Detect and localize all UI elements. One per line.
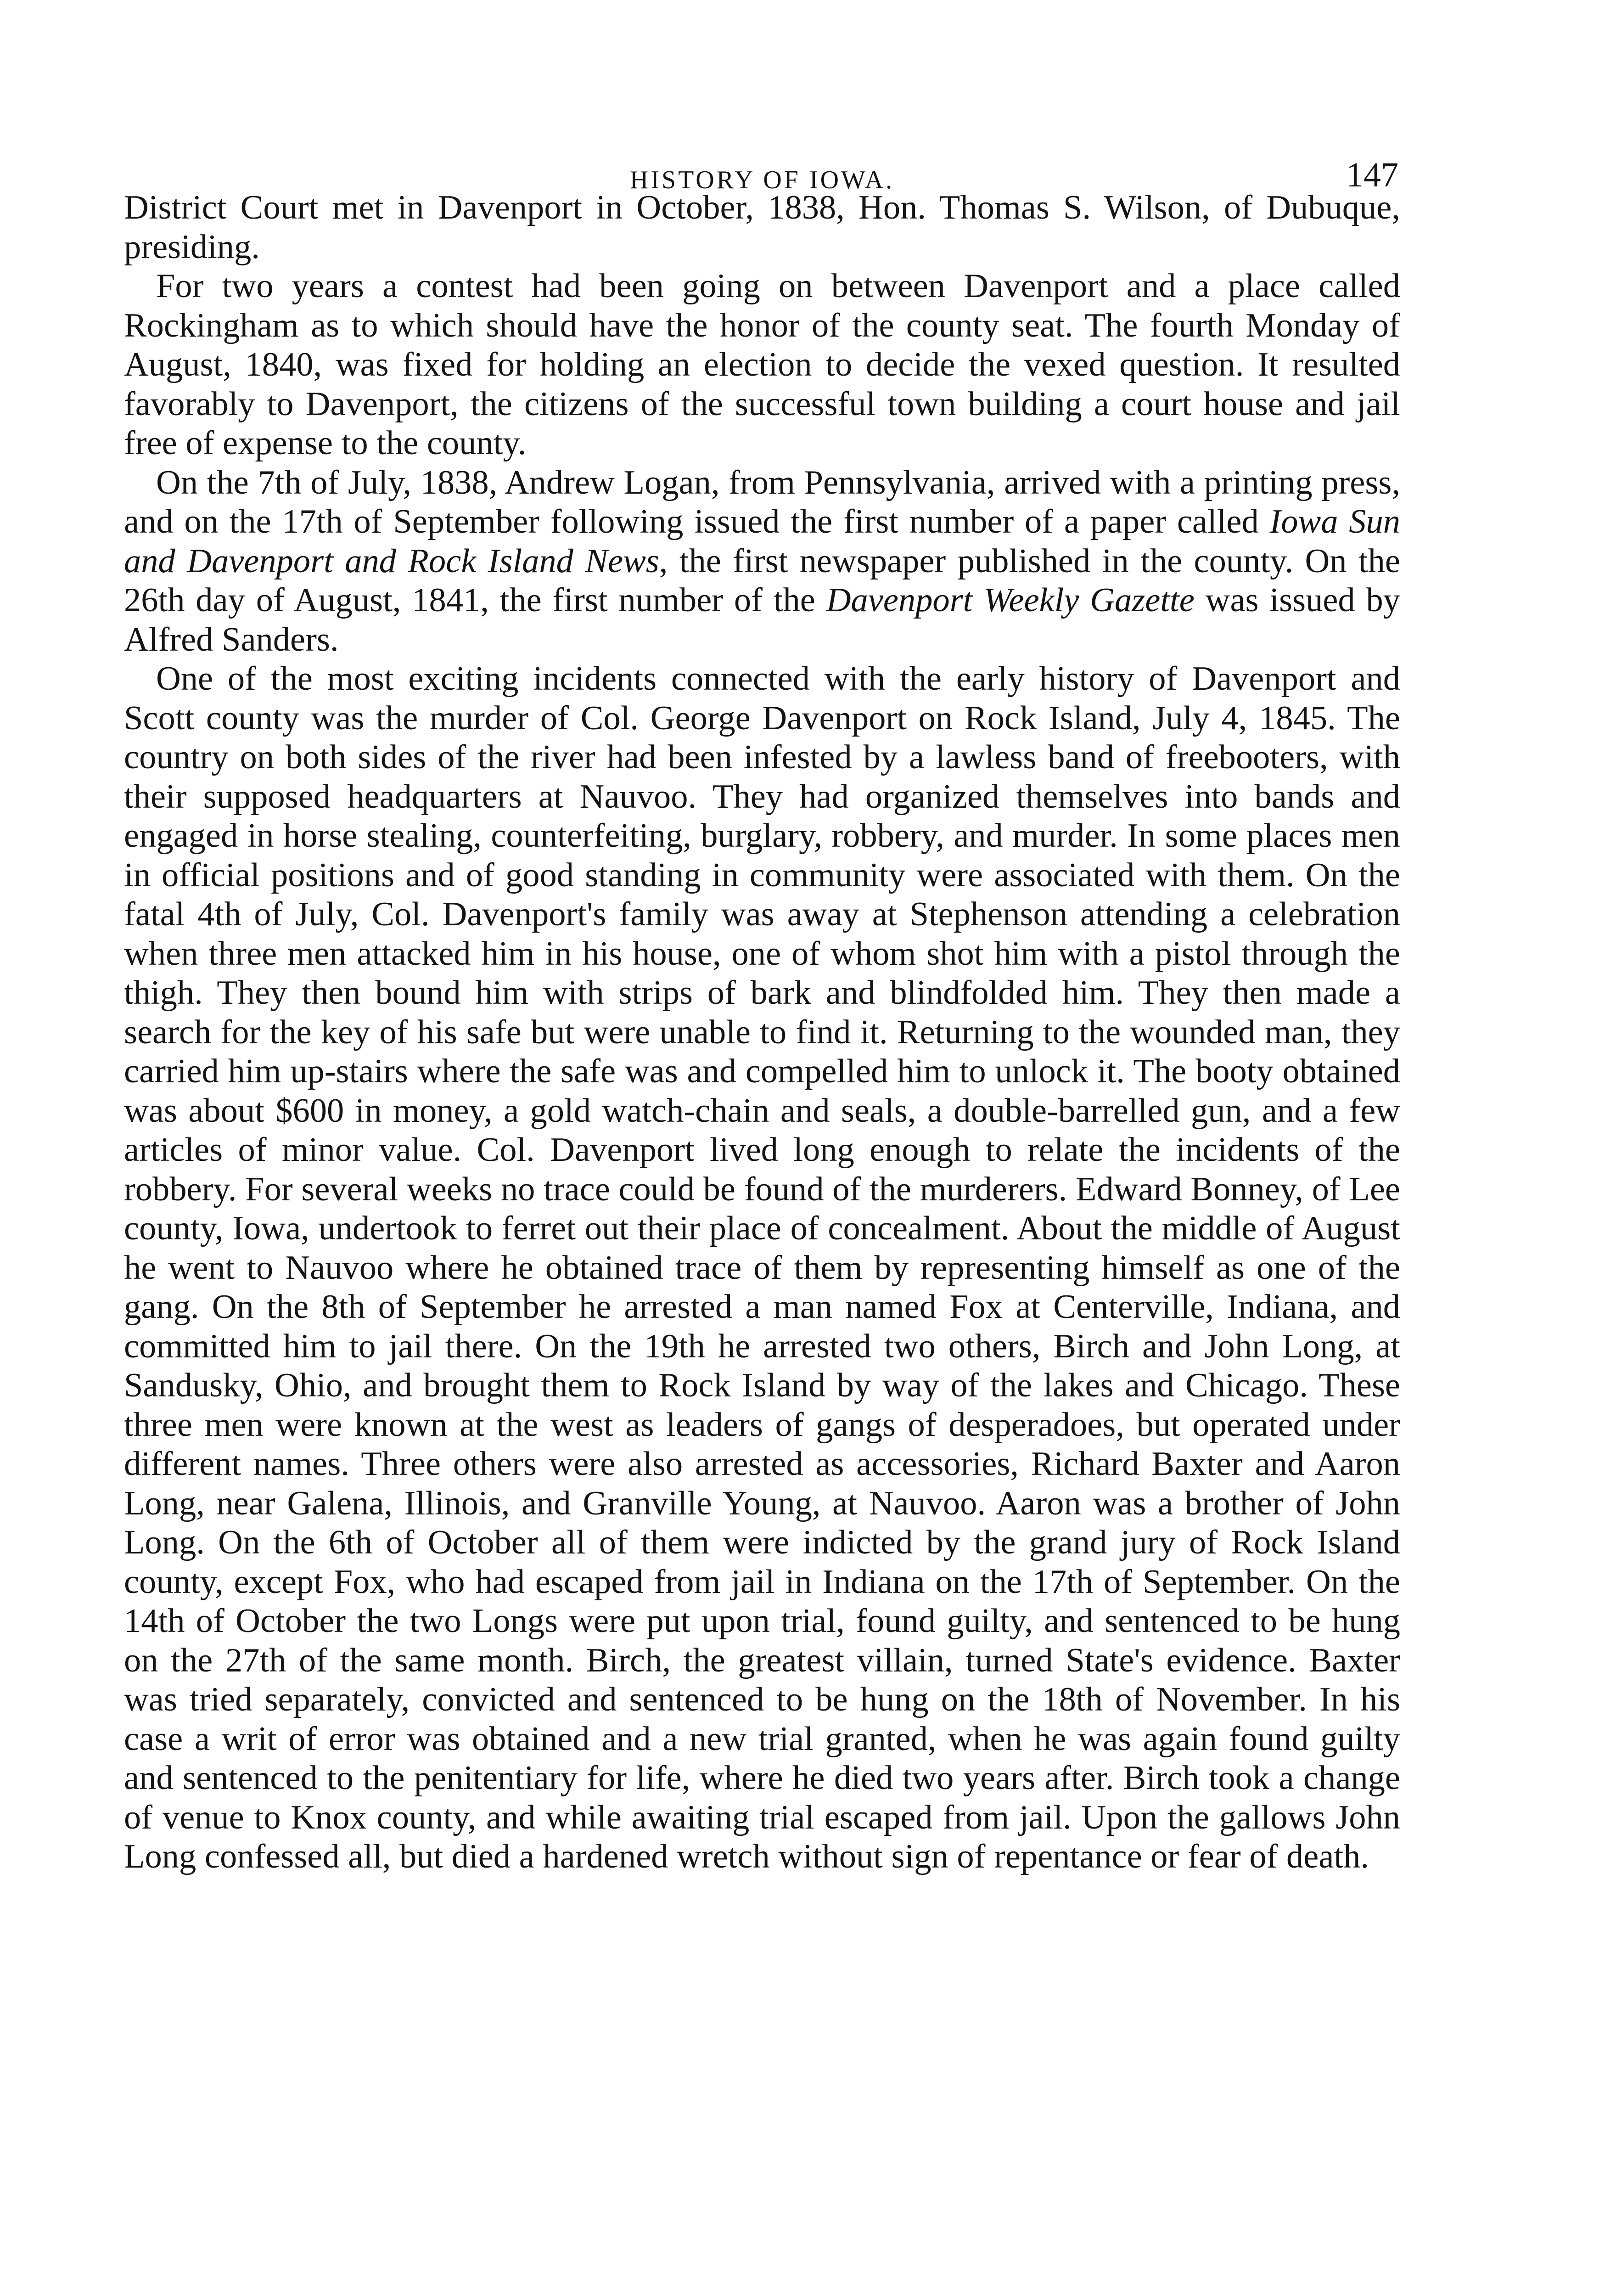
book-page — [124, 115, 1400, 1877]
paragraph-court: District Court met in Davenport in October, 1838, Hon. Thomas S. Wilson, of Dubuque, presiding. — [124, 189, 1400, 266]
body-text — [124, 188, 1400, 1877]
paragraph-davenport-murder: One of the most exciting incidents connected with the early history of Davenport and Scott county was the murder of Col. George Davenport on Rock Island, July 4, 1845. The country on both sides of the river had been infested by a lawless band of freebooters, with their supposed headquarters at Nauvoo. They had organized themselves into bands and engaged in horse stealing, counterfeiting, burglary, robbery, and murder. In some places men in official positions and of good standing in community were associated with them. On the fatal 4th of July, Col. Davenport's family was away at Stephenson attending a celebration when three men attacked him in his house, one of whom shot him with a pistol through the thigh. They then bound him with strips of bark and blindfolded him. They then made a search for the key of his safe but were unable to find it. Returning to the wounded man, they carried him up-stairs where the safe was and compelled him to unlock it. The booty obtained was about $600 in money, a gold watch-chain and seals, a double-barrelled gun, and a few articles of minor value. Col. Davenport lived long enough to relate the incidents of the robbery. For several weeks no trace could be found of the murderers. Edward Bonney, of Lee county, Iowa, undertook to ferret out their place of concealment. About the middle of August he went to Nauvoo where he obtained trace of them by representing himself as one of the gang. On the 8th of September he arrested a man named Fox at Centerville, Indiana, and committed him to jail there. On the 19th he arrested two others, Birch and John Long, at Sandusky, Ohio, and brought them to Rock Island by way of the lakes and Chicago. These three men were known at the west as leaders of gangs of desperadoes, but operated under different names. Three others were also arrested as accessories, Richard Baxter and Aaron Long, near Galena, Illinois, and Granville Young, at Nauvoo. Aaron was a brother of John Long. On the 6th of October all of them were indicted by the grand jury of Rock Island county, except Fox, who had escaped from jail in Indiana on the 17th of September. On the 14th of October the two Longs were put upon trial, found guilty, and sentenced to be hung on the 27th of the same month. Birch, the greatest villain, turned State's evidence. Baxter was tried separately, convicted and sentenced to be hung on the 18th of November. In his case a writ of error was obtained and a new trial granted, when he was again found guilty and sentenced to the penitentiary for life, where he died two years after. Birch took a change of venue to Knox county, and while awaiting trial escaped from jail. Upon the gallows John Long confessed all, but died a hardened wretch without sign of repentance or fear of death. — [124, 660, 1400, 1875]
paragraph-newspapers — [124, 463, 1400, 660]
newspaper-title-iowa-sun: Iowa Sun and Davenport and Rock Island News — [124, 503, 1401, 580]
paragraph-text: On the 7th of July, 1838, Andrew Logan, from Pennsylvania, arrived with a printing press, and on the 17th of September following issued the first number of a paper called — [124, 463, 1400, 540]
page-header — [124, 115, 1400, 194]
paragraph-text: , the first newspaper published in the county. On the 26th day of August, 1841, the first number of the — [124, 542, 1400, 619]
paragraph-county-seat: For two years a contest had been going on between Davenport and a place called Rockingham as to which should have the honor of the county seat. The fourth Monday of August, 1840, was fixed for holding an election to decide the vexed question. It resulted favorably to Davenport, the citizens of the successful town building a court house and jail free of expense to the county. — [124, 267, 1400, 462]
running-title: HISTORY OF IOWA. — [629, 166, 895, 194]
page-number: 147 — [1346, 156, 1398, 194]
paragraph-text: was issued by Alfred Sanders. — [124, 581, 1400, 658]
newspaper-title-weekly-gazette: Davenport Weekly Gazette — [826, 581, 1195, 619]
